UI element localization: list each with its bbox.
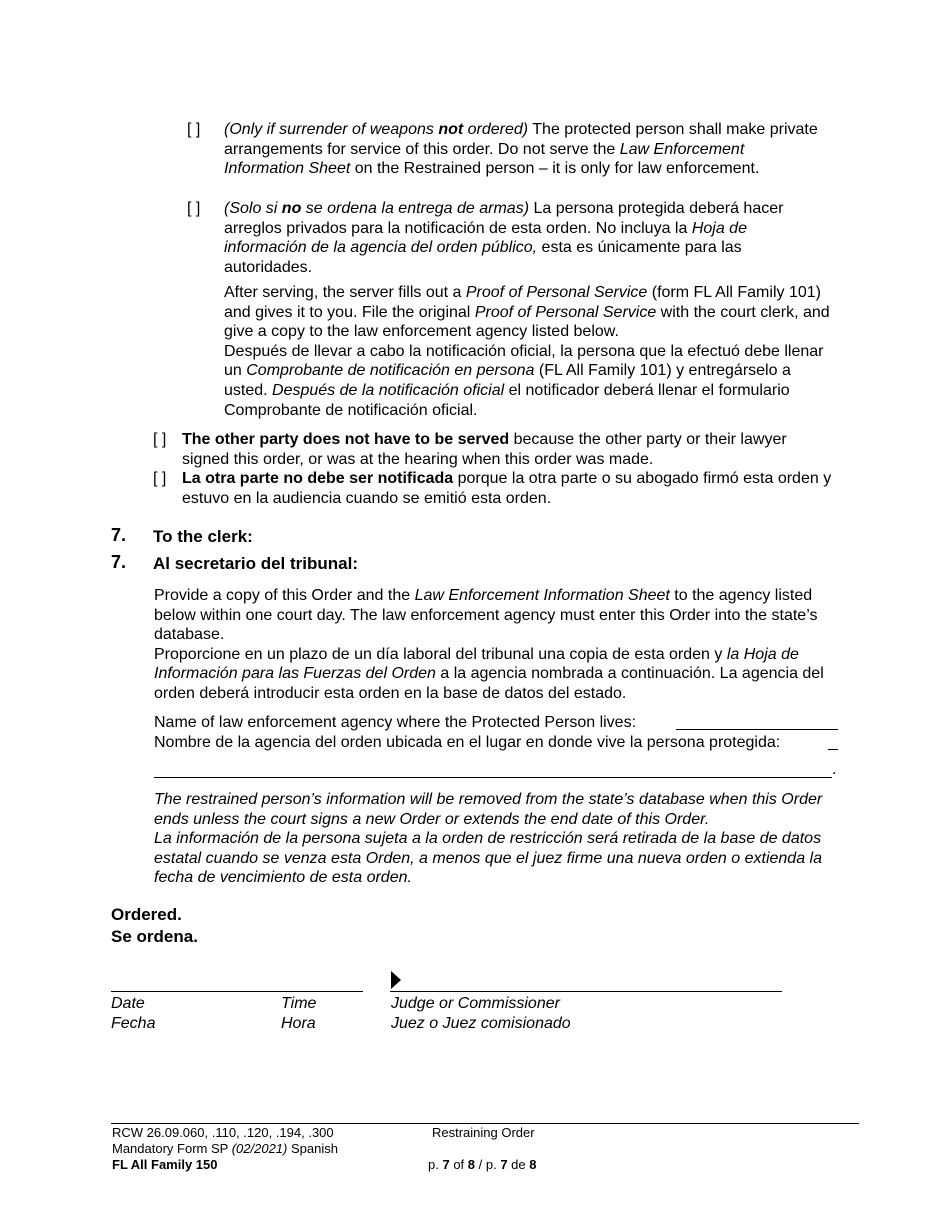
checkbox-not-ordered[interactable]: [ ]	[187, 121, 201, 138]
clerk-p2-b: a la agencia nombrada a continuación. La agencia del orden deberá introducir esta orden en la base de datos del estado.	[154, 665, 824, 702]
footer-of: of	[449, 1157, 468, 1172]
not-served-text: because the other party or their lawyer signed this order, or was at the hearing when this order was made.	[182, 431, 787, 468]
not-served-text-es: porque la otra parte o su abogado firmó esta orden y estuvo en la audiencia cuando se emitió esta orden.	[182, 470, 832, 507]
date-time-line[interactable]	[111, 991, 363, 992]
footer-sep: / p.	[475, 1157, 501, 1172]
footer-page-num: 7	[442, 1157, 450, 1172]
date-label-es: Fecha	[111, 1015, 156, 1032]
section-heading-es: Al secretario del tribunal:	[153, 554, 358, 573]
database-note-es: La información de la persona sujeta a la orden de restricción será retirada de la base de datos estatal cuando se venza esta Orden, a menos que el juez firme una nueva orden o extienda la fecha de vencimiento de esta orden.	[154, 830, 822, 887]
term-le-info-sheet-2: Law Enforcement Information Sheet	[414, 587, 670, 604]
time-label-es: Hora	[281, 1015, 316, 1032]
term-hoja-info-2: la Hoja de Información para las Fuerzas del Orden	[154, 645, 799, 683]
section-number-es: 7.	[111, 552, 127, 572]
option-not-served-text	[182, 430, 834, 469]
footer-form-b: Spanish	[287, 1141, 338, 1156]
judge-label-es: Juez o Juez comisionado	[391, 1015, 571, 1032]
footer-form-date: (02/2021)	[231, 1141, 288, 1156]
option-text-b-es: esta es únicamente para las autoridades.	[224, 239, 742, 276]
footer-form-a: Mandatory Form SP	[112, 1141, 232, 1156]
footer-form-id: FL All Family 150	[112, 1157, 218, 1172]
term-proof-service: Proof of Personal Service	[465, 284, 648, 301]
footer-divider	[111, 1123, 859, 1124]
term-le-info-sheet: Law Enforcement Information Sheet	[224, 140, 745, 178]
after-es-t3: el notificador deberá llenar el formulario Comprobante de notificación oficial.	[224, 381, 790, 419]
checkbox-not-ordered-es[interactable]: [ ]	[187, 200, 201, 217]
date-label: Date	[111, 995, 145, 1012]
ordered-heading: Ordered.	[111, 905, 182, 924]
section-number: 7.	[111, 525, 127, 545]
section-heading: To the clerk:	[153, 527, 253, 546]
condition-a-es: (Solo si	[224, 200, 282, 217]
clerk-p1-a: Provide a copy of this Order and the	[154, 587, 415, 604]
condition-es	[224, 200, 529, 217]
agency-field-line-es	[828, 749, 838, 750]
condition-emphasis: not	[438, 121, 464, 138]
condition-a: (Only if surrender of weapons	[224, 121, 439, 138]
judge-signature-line[interactable]	[390, 991, 782, 992]
term-hoja-info: Hoja de información de la agencia del orden público,	[224, 219, 747, 257]
time-label: Time	[281, 995, 317, 1012]
condition-emphasis-es: no	[281, 200, 302, 217]
judge-label: Judge or Commissioner	[391, 995, 560, 1012]
not-served-bold-es: La otra parte no debe ser notificada	[182, 470, 454, 487]
footer-rcw: RCW 26.09.060, .110, .120, .194, .300	[112, 1125, 334, 1140]
footer-page-num-es: 7	[500, 1157, 508, 1172]
option-text-b: on the Restrained person – it is only for law enforcement.	[350, 160, 760, 178]
term-comprobante: Comprobante de notificación en persona	[246, 362, 535, 380]
agency-label: Name of law enforcement agency where the Protected Person lives:	[154, 714, 637, 731]
footer-p-label: p.	[428, 1157, 443, 1172]
after-es-t1: Después de llevar a cabo la notificación oficial, la persona que la efectuó debe llenar un	[224, 342, 824, 380]
option-not-ordered-text	[224, 120, 824, 179]
ordered-heading-es: Se ordena.	[111, 927, 198, 946]
clerk-p2-a: Proporcione en un plazo de un día laboral del tribunal una copia de esta orden y	[154, 645, 727, 663]
clerk-instructions	[154, 586, 834, 704]
agency-name-line	[154, 777, 832, 778]
agency-label-es: Nombre de la agencia del orden ubicada en el lugar en donde vive la persona protegida:	[154, 734, 781, 751]
option-not-ordered-text-es	[224, 199, 824, 277]
agency-field-line	[676, 729, 838, 730]
footer-title: Restraining Order	[432, 1125, 535, 1140]
condition	[224, 121, 528, 138]
condition-b-es: se ordena la entrega de armas)	[301, 200, 530, 217]
not-served-bold: The other party does not have to be served	[182, 431, 510, 448]
checkbox-not-served[interactable]: [ ]	[153, 431, 167, 448]
option-text-a: The protected person shall make private arrangements for service of this order. Do not serve the	[224, 121, 818, 158]
footer-de: de	[507, 1157, 530, 1172]
agency-line-period: .	[832, 761, 837, 778]
term-proof-service-2: Proof of Personal Service	[474, 303, 657, 321]
after-es-t2: (FL All Family 101) y entregárselo a usted.	[224, 362, 791, 399]
footer-page	[428, 1157, 536, 1173]
checkbox-not-served-es[interactable]: [ ]	[153, 470, 167, 487]
after-t3: with the court clerk, and give a copy to the law enforcement agency listed below.	[224, 303, 830, 341]
term-despues: Después de la notificación oficial	[272, 381, 505, 399]
after-t2: (form FL All Family 101) and gives it to you. File the original	[224, 284, 821, 321]
database-note-en: The restrained person’s information will be removed from the state’s database when this Order ends unless the court signs a new Order or extends the end date of this Order.	[154, 791, 823, 828]
database-note	[154, 790, 830, 888]
footer-total-es: 8	[529, 1157, 537, 1172]
signature-arrow-icon	[390, 969, 402, 991]
agency-name-input[interactable]	[154, 758, 830, 776]
option-not-served-text-es	[182, 469, 834, 508]
after-t1: After serving, the server fills out a	[224, 284, 466, 301]
footer-form	[112, 1141, 338, 1157]
footer-total: 8	[467, 1157, 476, 1172]
option-text-a-es: La persona protegida deberá hacer arreglos privados para la notificación de esta orden. No incluya la	[224, 200, 784, 237]
clerk-p1-b: to the agency listed below within one court day. The law enforcement agency must enter this Order into the state’s database.	[154, 587, 818, 644]
after-serving-text	[224, 283, 836, 420]
condition-b: ordered)	[463, 121, 529, 138]
